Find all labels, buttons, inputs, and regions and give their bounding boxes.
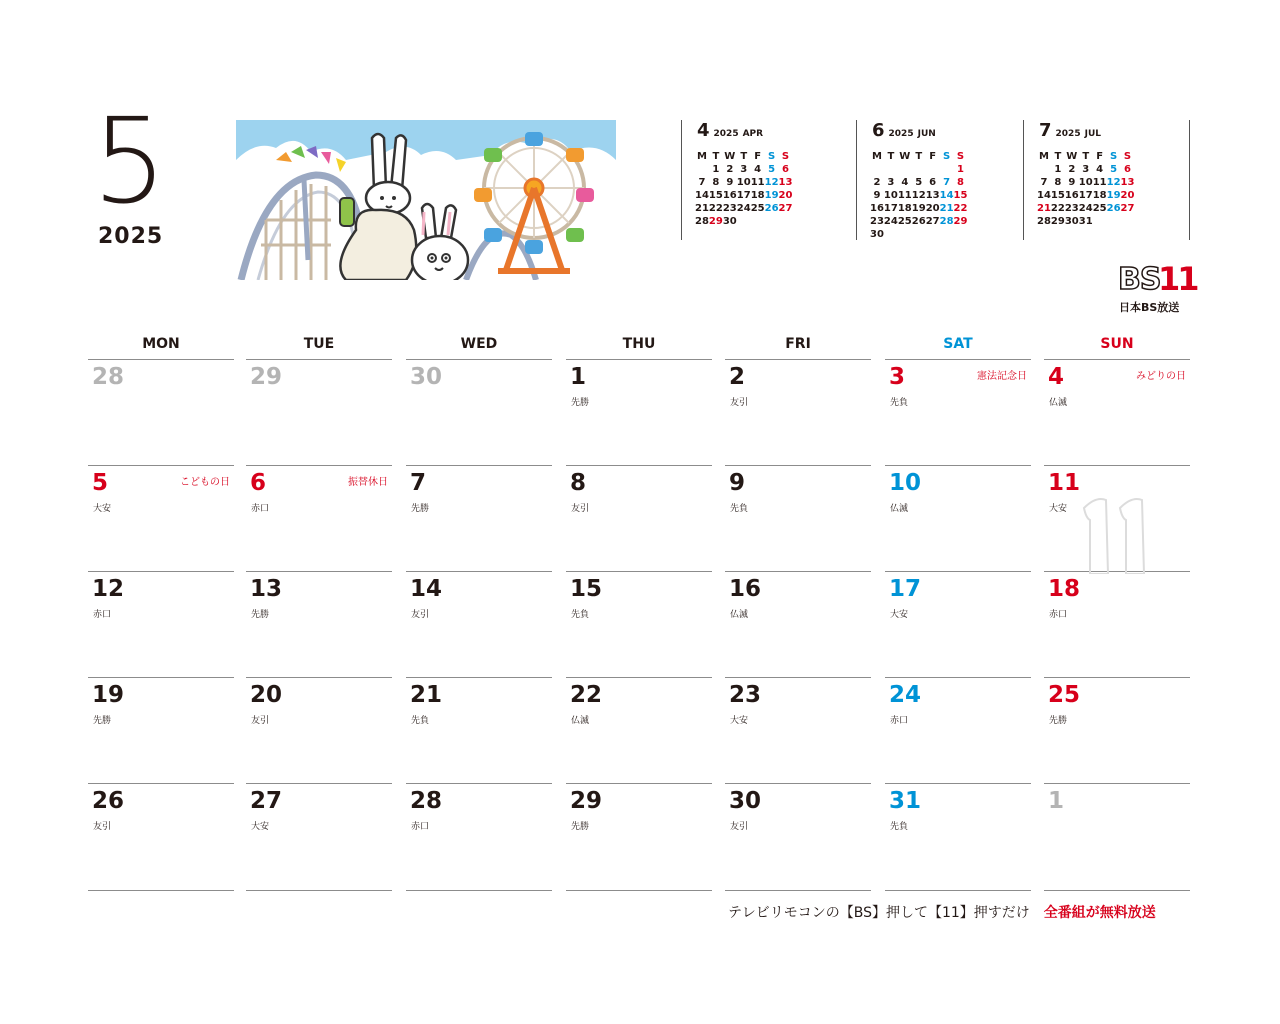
day-number: 13 <box>250 576 283 602</box>
mini-weekday-row <box>695 150 792 163</box>
mini-weekday: S <box>956 151 965 162</box>
day-cell <box>725 465 871 572</box>
day-cell <box>566 571 712 678</box>
mini-day <box>1107 215 1121 228</box>
day-number: 29 <box>570 788 603 814</box>
weekday-header-sun: SUN <box>1100 336 1134 352</box>
rokuyo-label: 大安 <box>1049 504 1068 514</box>
mini-weekday: W <box>724 151 736 162</box>
mini-day: 4 <box>754 164 762 175</box>
rokuyo-label: 仏滅 <box>890 504 909 514</box>
mini-day <box>1121 215 1135 228</box>
day-number: 18 <box>1048 576 1081 602</box>
mini-day <box>898 228 912 241</box>
day-number: 9 <box>729 470 746 496</box>
mini-day: 16 <box>722 190 737 201</box>
day-cell <box>88 783 234 890</box>
rokuyo-label: 赤口 <box>93 610 112 620</box>
mini-week-row <box>695 163 792 176</box>
mini-day <box>1093 215 1107 228</box>
footer-text: テレビリモコンの【BS】押して【11】押すだけ <box>728 905 1030 921</box>
rokuyo-label: 仏滅 <box>571 716 590 726</box>
grid-bottom-line <box>566 890 712 891</box>
mini-day: 17 <box>736 190 751 201</box>
day-number: 24 <box>889 682 922 708</box>
rokuyo-label: 先負 <box>890 398 909 408</box>
mini-day: 17 <box>1078 190 1093 201</box>
mini-day <box>912 228 926 241</box>
day-number: 8 <box>570 470 587 496</box>
mini-grid <box>1037 150 1134 228</box>
rokuyo-label: 仏滅 <box>730 610 749 620</box>
rokuyo-label: 先勝 <box>571 398 590 408</box>
mini-year: 2025 <box>713 129 739 139</box>
day-number: 26 <box>92 788 125 814</box>
day-number: 7 <box>410 470 427 496</box>
mini-week-row <box>870 215 967 228</box>
mini-week-row <box>870 163 967 176</box>
mini-day: 21 <box>1037 203 1051 214</box>
mini-day: 1 <box>957 164 964 175</box>
day-number: 15 <box>570 576 603 602</box>
mini-day: 12 <box>764 177 779 188</box>
rokuyo-label: 大安 <box>730 716 749 726</box>
grid-bottom-line <box>246 890 392 891</box>
mini-year: 2025 <box>888 129 914 139</box>
mini-weekday: M <box>871 151 882 162</box>
mini-day: 21 <box>939 203 954 214</box>
rokuyo-label: 大安 <box>890 610 909 620</box>
mini-month: 7 <box>1039 120 1052 141</box>
mini-weekday: F <box>1096 151 1104 162</box>
mini-day: 4 <box>901 177 909 188</box>
day-cell <box>88 571 234 678</box>
mini-weekday: T <box>915 151 923 162</box>
day-number: 4 <box>1048 364 1065 390</box>
mini-day: 2 <box>1068 164 1076 175</box>
mini-weekday: F <box>754 151 762 162</box>
mini-month-name: JUL <box>1084 129 1101 139</box>
rokuyo-label: 先負 <box>730 504 749 514</box>
day-cell <box>566 359 712 466</box>
mini-day: 29 <box>708 216 723 227</box>
mini-day <box>765 215 779 228</box>
mini-week-row <box>1037 202 1134 215</box>
rokuyo-label: 友引 <box>571 504 590 514</box>
mini-grid <box>695 150 792 228</box>
rokuyo-label: 友引 <box>730 398 749 408</box>
mini-week-row <box>870 176 967 189</box>
mini-weekday: W <box>1066 151 1078 162</box>
mini-day <box>1037 163 1051 176</box>
month-number: 5 <box>92 92 168 230</box>
holiday-name: 振替休日 <box>348 477 388 488</box>
day-cell <box>246 465 392 572</box>
day-cell <box>885 783 1031 890</box>
mini-day: 8 <box>1054 177 1062 188</box>
rokuyo-label: 先負 <box>411 716 430 726</box>
day-number: 1 <box>570 364 587 390</box>
mini-day: 27 <box>925 216 940 227</box>
mini-day: 10 <box>736 177 751 188</box>
rokuyo-label: 先勝 <box>571 822 590 832</box>
day-number: 22 <box>570 682 603 708</box>
day-cell <box>885 465 1031 572</box>
day-number: 16 <box>729 576 762 602</box>
mini-day <box>884 163 898 176</box>
mini-day <box>940 163 954 176</box>
mini-day: 15 <box>1050 190 1065 201</box>
mini-weekday-row <box>1037 150 1134 163</box>
day-number: 20 <box>250 682 283 708</box>
mini-day: 19 <box>911 203 926 214</box>
mini-day: 9 <box>726 177 734 188</box>
mini-day: 5 <box>768 164 776 175</box>
rokuyo-label: 大安 <box>93 504 112 514</box>
mini-day: 28 <box>1037 216 1051 227</box>
mini-month: 4 <box>697 120 710 141</box>
mini-day: 24 <box>883 216 898 227</box>
mini-day: 25 <box>897 216 912 227</box>
mini-day: 1 <box>1054 164 1062 175</box>
mini-day: 7 <box>698 177 706 188</box>
rokuyo-label: 友引 <box>411 610 430 620</box>
mini-week-row <box>870 228 967 241</box>
day-number: 28 <box>92 364 125 390</box>
mini-week-row <box>1037 215 1134 228</box>
rokuyo-label: 赤口 <box>1049 610 1068 620</box>
mini-day: 11 <box>1092 177 1107 188</box>
mini-day <box>737 215 751 228</box>
mini-day: 10 <box>883 190 898 201</box>
day-number: 3 <box>889 364 906 390</box>
bs11-logo <box>1118 260 1197 316</box>
mini-day: 3 <box>740 164 748 175</box>
mini-day: 19 <box>1106 190 1121 201</box>
mini-day: 3 <box>887 177 895 188</box>
day-number: 30 <box>729 788 762 814</box>
day-cell <box>566 465 712 572</box>
rokuyo-label: 先勝 <box>251 610 270 620</box>
mini-week-row <box>1037 189 1134 202</box>
logo-bs-text: BS <box>1118 262 1161 297</box>
mini-weekday: T <box>1082 151 1090 162</box>
mini-day: 26 <box>911 216 926 227</box>
bs11-watermark <box>1078 494 1154 574</box>
mini-day: 12 <box>1106 177 1121 188</box>
rokuyo-label: 先勝 <box>93 716 112 726</box>
mini-day: 20 <box>778 190 793 201</box>
mini-day: 18 <box>1092 190 1107 201</box>
rokuyo-label: 先勝 <box>1049 716 1068 726</box>
rokuyo-label: 先勝 <box>411 504 430 514</box>
day-cell <box>246 571 392 678</box>
rabbit-amusement-park-illustration <box>236 120 616 280</box>
rokuyo-label: 友引 <box>251 716 270 726</box>
mini-weekday: M <box>696 151 707 162</box>
mini-day: 6 <box>1124 164 1131 175</box>
day-number: 21 <box>410 682 443 708</box>
mini-day: 16 <box>870 203 884 214</box>
mini-day: 15 <box>708 190 723 201</box>
rokuyo-label: 友引 <box>93 822 112 832</box>
day-cell <box>885 677 1031 784</box>
day-cell <box>566 677 712 784</box>
day-number: 6 <box>250 470 267 496</box>
mini-day <box>926 163 940 176</box>
day-cell <box>88 465 234 572</box>
grid-bottom-line <box>88 890 234 891</box>
day-cell <box>725 677 871 784</box>
day-number: 1 <box>1048 788 1065 814</box>
day-number: 17 <box>889 576 922 602</box>
mini-weekday: F <box>929 151 937 162</box>
day-number: 11 <box>1048 470 1081 496</box>
rokuyo-label: 先負 <box>890 822 909 832</box>
mini-week-row <box>1037 176 1134 189</box>
mini-day: 27 <box>1120 203 1135 214</box>
mini-day: 26 <box>764 203 779 214</box>
weekday-header-sat: SAT <box>943 336 973 352</box>
day-cell <box>246 359 392 466</box>
day-cell <box>1044 359 1190 466</box>
grid-bottom-line <box>1044 890 1190 891</box>
day-cell <box>566 783 712 890</box>
day-cell <box>246 677 392 784</box>
mini-day: 5 <box>915 177 923 188</box>
mini-weekday: T <box>1054 151 1062 162</box>
mini-day: 2 <box>873 177 881 188</box>
mini-day <box>940 228 954 241</box>
weekday-header-mon: MON <box>142 336 180 352</box>
day-cell <box>406 359 552 466</box>
mini-day: 1 <box>712 164 720 175</box>
holiday-name: みどりの日 <box>1136 371 1186 382</box>
mini-day: 22 <box>708 203 723 214</box>
mini-weekday: W <box>899 151 911 162</box>
mini-day: 14 <box>695 190 709 201</box>
mini-day: 9 <box>1068 177 1076 188</box>
mini-day: 19 <box>764 190 779 201</box>
day-number: 28 <box>410 788 443 814</box>
mini-day <box>898 163 912 176</box>
mini-day: 29 <box>1050 216 1065 227</box>
footer-note <box>728 902 1156 922</box>
mini-day <box>884 228 898 241</box>
mini-day: 11 <box>897 190 912 201</box>
mini-day: 22 <box>953 203 968 214</box>
mini-day: 25 <box>750 203 765 214</box>
mini-day <box>695 163 709 176</box>
mini-day: 6 <box>929 177 937 188</box>
day-number: 14 <box>410 576 443 602</box>
weekday-header-tue: TUE <box>303 336 335 352</box>
mini-week-row <box>695 215 792 228</box>
mini-day: 26 <box>1106 203 1121 214</box>
mini-day: 14 <box>939 190 954 201</box>
day-cell <box>406 677 552 784</box>
mini-weekday: S <box>781 151 790 162</box>
day-number: 29 <box>250 364 283 390</box>
day-cell <box>88 677 234 784</box>
day-cell <box>246 783 392 890</box>
mini-day: 28 <box>695 216 709 227</box>
mini-weekday: T <box>887 151 895 162</box>
mini-day <box>779 215 793 228</box>
year-label: 2025 <box>98 224 164 249</box>
day-number: 31 <box>889 788 922 814</box>
mini-grid <box>870 150 967 241</box>
day-cell <box>725 783 871 890</box>
mini-day: 15 <box>953 190 968 201</box>
day-cell <box>1044 783 1190 890</box>
mini-day <box>751 215 765 228</box>
mini-day <box>912 163 926 176</box>
mini-day: 13 <box>1120 177 1135 188</box>
mini-week-row <box>870 202 967 215</box>
rokuyo-label: 大安 <box>251 822 270 832</box>
mini-day: 5 <box>1110 164 1118 175</box>
day-number: 19 <box>92 682 125 708</box>
mini-day: 7 <box>1040 177 1048 188</box>
mini-day: 24 <box>736 203 751 214</box>
mini-weekday: S <box>1123 151 1132 162</box>
mini-day: 2 <box>726 164 734 175</box>
mini-day: 10 <box>1078 177 1093 188</box>
day-cell <box>406 571 552 678</box>
day-number: 2 <box>729 364 746 390</box>
mini-weekday-row <box>870 150 967 163</box>
mini-calendar-end-divider <box>1189 120 1190 240</box>
mini-month-name: APR <box>742 129 764 139</box>
mini-day: 18 <box>897 203 912 214</box>
mini-day: 7 <box>943 177 951 188</box>
rokuyo-label: 赤口 <box>411 822 430 832</box>
day-cell <box>1044 571 1190 678</box>
logo-subtitle: 日本BS放送 <box>1119 301 1180 314</box>
day-cell <box>406 465 552 572</box>
mini-day: 11 <box>750 177 765 188</box>
rokuyo-label: 赤口 <box>251 504 270 514</box>
mini-weekday: T <box>712 151 720 162</box>
mini-day: 27 <box>778 203 793 214</box>
mini-day: 23 <box>870 216 884 227</box>
day-number: 12 <box>92 576 125 602</box>
mini-month-name: JUN <box>917 129 936 139</box>
mini-day: 22 <box>1050 203 1065 214</box>
day-number: 25 <box>1048 682 1081 708</box>
mini-weekday: M <box>1038 151 1049 162</box>
rokuyo-label: 友引 <box>730 822 749 832</box>
mini-day: 25 <box>1092 203 1107 214</box>
day-cell <box>725 359 871 466</box>
day-number: 10 <box>889 470 922 496</box>
mini-day: 16 <box>1064 190 1079 201</box>
mini-week-row <box>695 189 792 202</box>
mini-day: 20 <box>1120 190 1135 201</box>
day-cell <box>885 571 1031 678</box>
day-cell <box>88 359 234 466</box>
mini-week-row <box>695 202 792 215</box>
day-cell <box>406 783 552 890</box>
day-cell <box>1044 677 1190 784</box>
grid-bottom-line <box>406 890 552 891</box>
mini-day: 23 <box>1064 203 1079 214</box>
mini-day: 9 <box>873 190 881 201</box>
mini-day: 13 <box>778 177 793 188</box>
mini-day: 12 <box>911 190 926 201</box>
mini-day: 30 <box>1064 216 1079 227</box>
rokuyo-label: 先負 <box>571 610 590 620</box>
weekday-header-wed: WED <box>460 336 498 352</box>
mini-day: 14 <box>1037 190 1051 201</box>
mini-day: 30 <box>722 216 737 227</box>
mini-day <box>926 228 940 241</box>
holiday-name: こどもの日 <box>180 477 230 488</box>
day-number: 30 <box>410 364 443 390</box>
mini-day: 31 <box>1078 216 1093 227</box>
mini-day: 4 <box>1096 164 1104 175</box>
mini-day: 13 <box>925 190 940 201</box>
mini-day: 23 <box>722 203 737 214</box>
mini-day: 8 <box>712 177 720 188</box>
mini-day: 17 <box>883 203 898 214</box>
weekday-header-fri: FRI <box>785 336 811 352</box>
day-cell <box>885 359 1031 466</box>
mini-month: 6 <box>872 120 885 141</box>
mini-day: 28 <box>939 216 954 227</box>
mini-weekday: S <box>767 151 776 162</box>
mini-day <box>954 228 968 241</box>
day-cell <box>725 571 871 678</box>
mini-weekday: T <box>740 151 748 162</box>
logo-11-text: 11 <box>1158 260 1197 298</box>
weekday-header-thu: THU <box>622 336 656 352</box>
mini-day: 21 <box>695 203 709 214</box>
mini-weekday: S <box>942 151 951 162</box>
mini-year: 2025 <box>1055 129 1081 139</box>
day-number: 27 <box>250 788 283 814</box>
rokuyo-label: 赤口 <box>890 716 909 726</box>
holiday-name: 憲法記念日 <box>977 371 1027 382</box>
day-number: 5 <box>92 470 109 496</box>
mini-day: 8 <box>957 177 964 188</box>
mini-day: 3 <box>1082 164 1090 175</box>
mini-week-row <box>1037 163 1134 176</box>
day-number: 23 <box>729 682 762 708</box>
grid-bottom-line <box>885 890 1031 891</box>
mini-week-row <box>870 189 967 202</box>
mini-day: 20 <box>925 203 940 214</box>
mini-day: 6 <box>782 164 789 175</box>
mini-day: 24 <box>1078 203 1093 214</box>
mini-day: 29 <box>953 216 968 227</box>
mini-day: 30 <box>870 229 884 240</box>
footer-free-broadcast: 全番組が無料放送 <box>1043 905 1156 921</box>
rokuyo-label: 仏滅 <box>1049 398 1068 408</box>
mini-day: 18 <box>750 190 765 201</box>
grid-bottom-line <box>725 890 871 891</box>
mini-week-row <box>695 176 792 189</box>
mini-weekday: S <box>1109 151 1118 162</box>
mini-day <box>870 163 884 176</box>
